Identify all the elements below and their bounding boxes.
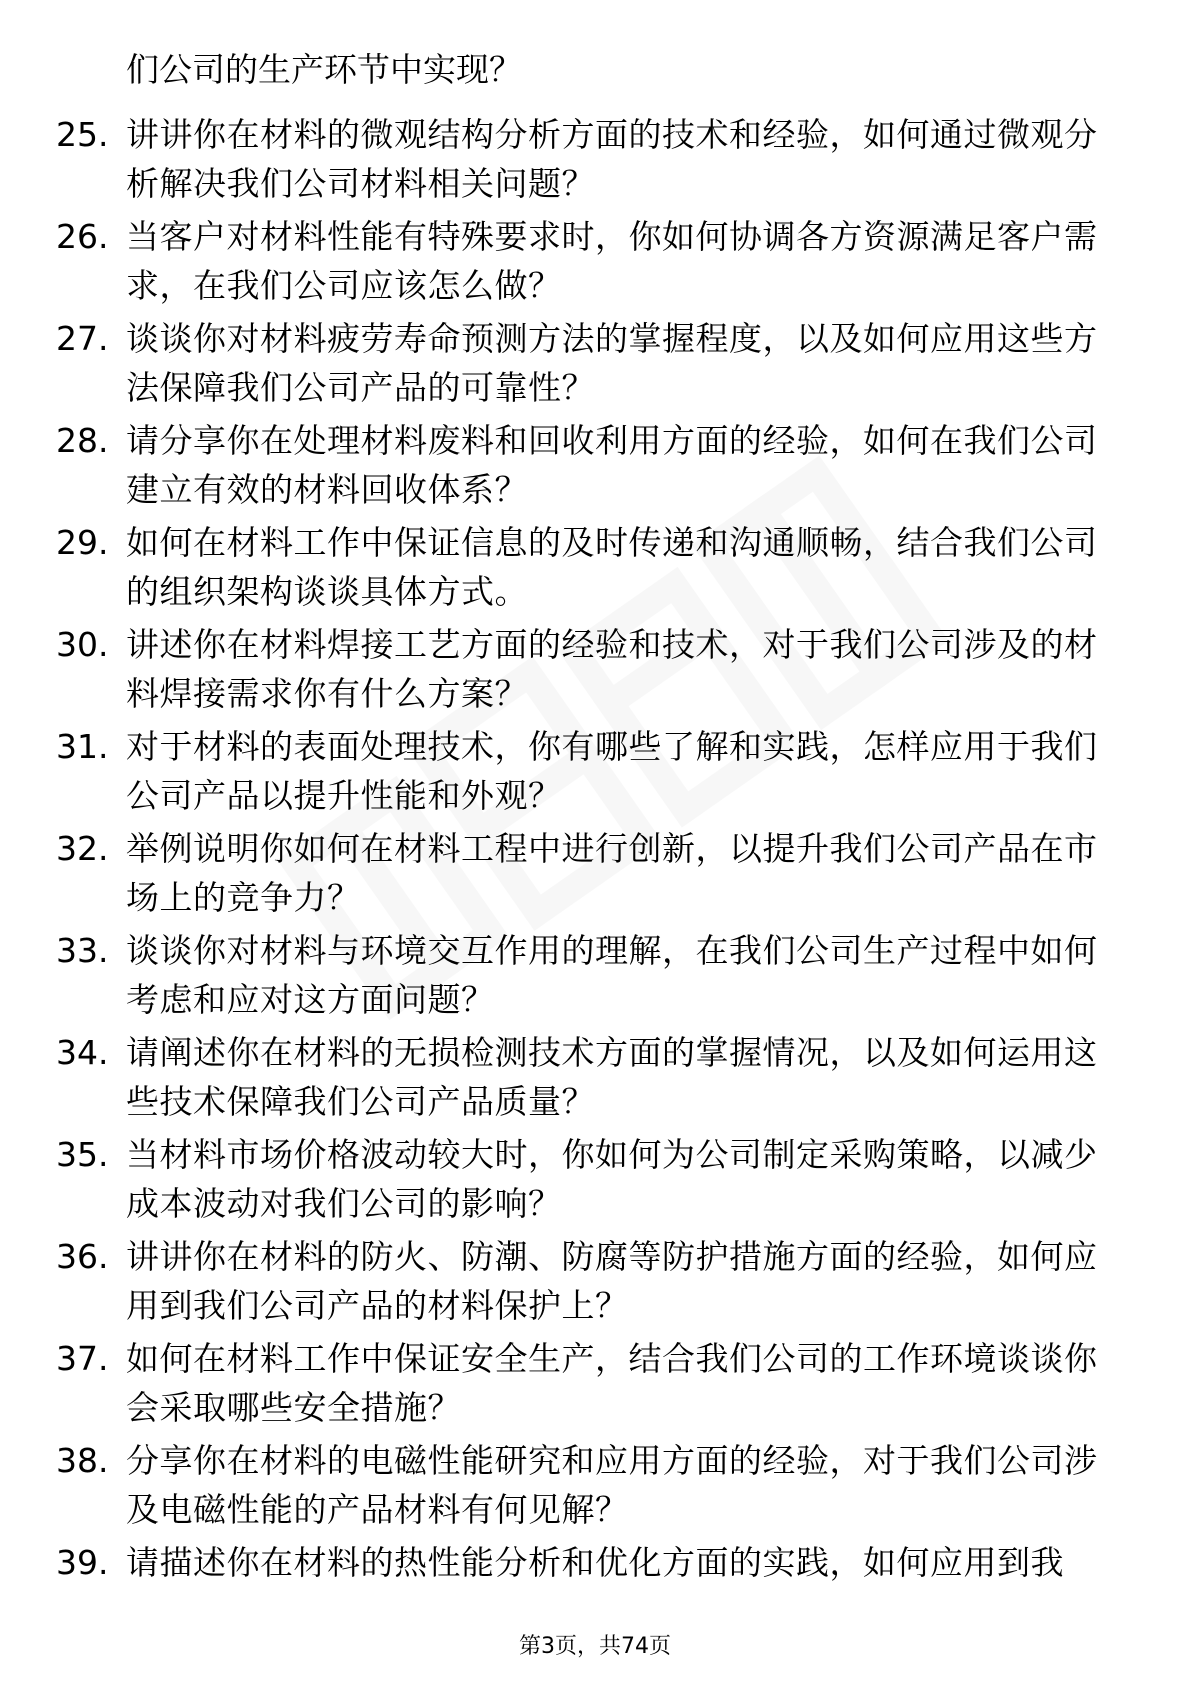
question-number: 28. (56, 421, 109, 460)
question-item (0, 620, 1190, 716)
question-number: 30. (56, 625, 109, 664)
question-text: 讲讲你在材料的微观结构分析方面的技术和经验，如何通过微观分析解决我们公司材料相关问题？ (126, 115, 1098, 203)
question-number: 33. (56, 931, 109, 970)
question-text: 举例说明你如何在材料工程中进行创新，以提升我们公司产品在市场上的竞争力？ (126, 829, 1098, 917)
question-item (0, 518, 1190, 614)
question-text: 讲述你在材料焊接工艺方面的经验和技术，对于我们公司涉及的材料焊接需求你有什么方案？ (126, 625, 1098, 713)
question-number: 29. (56, 523, 109, 562)
question-text: 请描述你在材料的热性能分析和优化方面的实践，如何应用到我 (126, 1543, 1064, 1582)
question-text: 请分享你在处理材料废料和回收利用方面的经验，如何在我们公司建立有效的材料回收体系？ (126, 421, 1098, 509)
question-item (0, 110, 1190, 206)
question-item (0, 926, 1190, 1022)
question-number: 35. (56, 1135, 109, 1174)
question-number: 31. (56, 727, 109, 766)
question-number: 36. (56, 1237, 109, 1276)
question-text: 对于材料的表面处理技术，你有哪些了解和实践，怎样应用于我们公司产品以提升性能和外观？ (126, 727, 1098, 815)
question-list (0, 110, 1190, 1640)
question-text: 分享你在材料的电磁性能研究和应用方面的经验，对于我们公司涉及电磁性能的产品材料有何见解？ (126, 1441, 1098, 1529)
question-number: 26. (56, 217, 109, 256)
question-item (0, 416, 1190, 512)
page-footer: 第3页，共74页 (519, 1634, 671, 1659)
question-item (0, 722, 1190, 818)
question-text: 讲讲你在材料的防火、防潮、防腐等防护措施方面的经验，如何应用到我们公司产品的材料保护上？ (126, 1237, 1098, 1325)
question-number: 25. (56, 115, 109, 154)
question-item (0, 824, 1190, 920)
question-item (0, 1538, 1190, 1634)
continuation-text: 们公司的生产环节中实现？ (126, 50, 522, 89)
question-item (0, 212, 1190, 308)
question-text: 如何在材料工作中保证信息的及时传递和沟通顺畅，结合我们公司的组织架构谈谈具体方式。 (126, 523, 1098, 611)
question-text: 如何在材料工作中保证安全生产，结合我们公司的工作环境谈谈你会采取哪些安全措施？ (126, 1339, 1098, 1427)
question-item (0, 1436, 1190, 1532)
question-text: 当材料市场价格波动较大时，你如何为公司制定采购策略，以减少成本波动对我们公司的影响？ (126, 1135, 1098, 1223)
question-number: 39. (56, 1543, 109, 1582)
question-number: 38. (56, 1441, 109, 1480)
question-number: 32. (56, 829, 109, 868)
question-number: 34. (56, 1033, 109, 1072)
question-text: 谈谈你对材料疲劳寿命预测方法的掌握程度，以及如何应用这些方法保障我们公司产品的可靠性？ (126, 319, 1098, 407)
question-number: 37. (56, 1339, 109, 1378)
question-item (0, 1028, 1190, 1124)
question-number: 27. (56, 319, 109, 358)
question-item (0, 1232, 1190, 1328)
question-text: 谈谈你对材料与环境交互作用的理解，在我们公司生产过程中如何考虑和应对这方面问题？ (126, 931, 1098, 1019)
question-item (0, 1130, 1190, 1226)
question-item (0, 1334, 1190, 1430)
question-item (0, 314, 1190, 410)
question-text: 当客户对材料性能有特殊要求时，你如何协调各方资源满足客户需求，在我们公司应该怎么做？ (126, 217, 1098, 305)
question-text: 请阐述你在材料的无损检测技术方面的掌握情况，以及如何运用这些技术保障我们公司产品质量？ (126, 1033, 1098, 1121)
